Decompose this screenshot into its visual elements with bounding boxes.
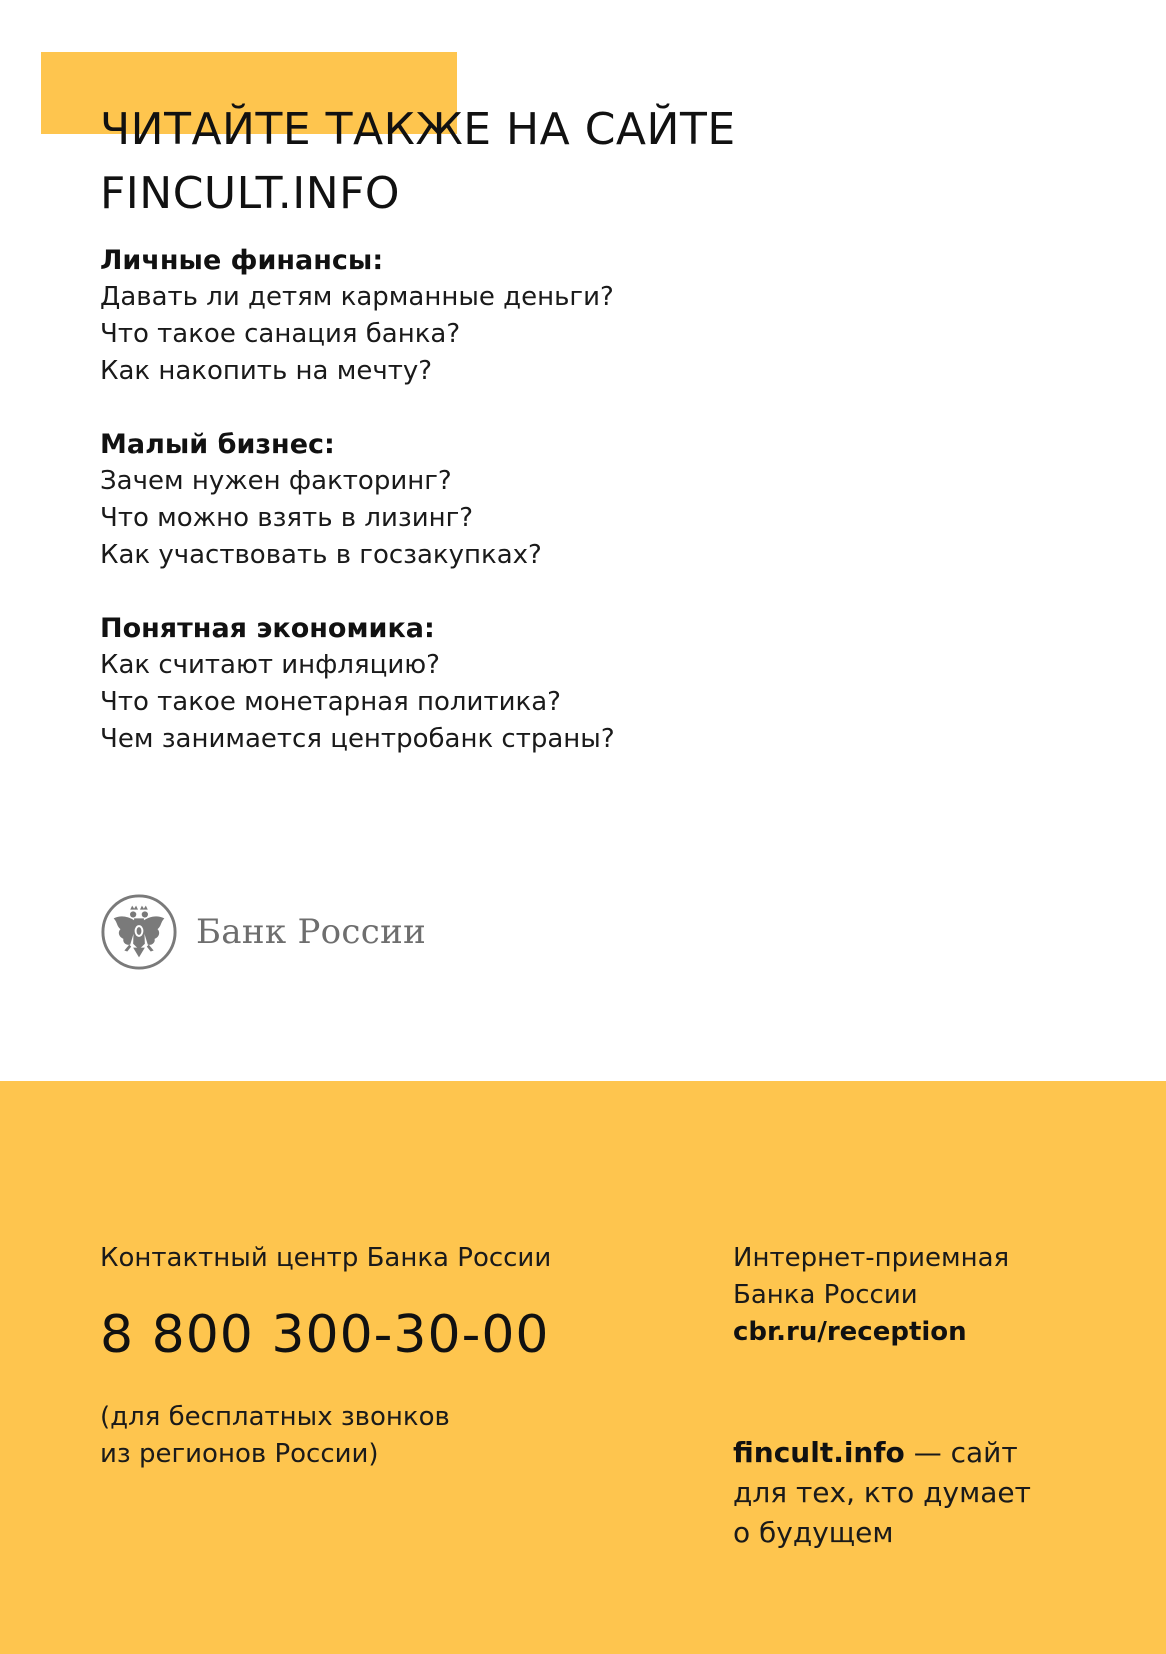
internet-reception [733,1240,1009,1351]
section-title: Малый бизнес: [100,429,335,460]
tagline-rest-1: — сайт [904,1436,1018,1469]
list-item: Зачем нужен факторинг? [100,466,452,496]
section-small-business [100,427,1000,574]
logo-text: Банк России [196,912,427,952]
list-item: Как участвовать в госзакупках? [100,540,542,570]
fincult-link[interactable]: fincult.info [733,1436,905,1469]
tagline-line-1 [733,1433,1031,1473]
bank-of-russia-logo [100,893,426,971]
page-title [100,98,736,226]
reception-line-2: Банка России [733,1280,918,1310]
section-title: Понятная экономика: [100,613,435,644]
phone-note-line-2: из регионов России) [100,1439,379,1469]
reception-line-1: Интернет-приемная [733,1243,1010,1273]
tagline-line-3: о будущем [733,1516,894,1549]
site-tagline [733,1433,1031,1553]
footer-panel [0,1081,1166,1654]
phone-note [100,1399,450,1473]
list-item: Как накопить на мечту? [100,356,433,386]
reception-link[interactable]: cbr.ru/reception [733,1317,967,1347]
page-title-line-1: ЧИТАЙТЕ ТАКЖЕ НА САЙТЕ [100,104,736,155]
section-title: Личные финансы: [100,245,384,276]
list-item: Что такое монетарная политика? [100,687,561,717]
page-title-line-2: FINCULT.INFO [100,168,401,219]
topics-list [100,243,1000,795]
list-item: Как считают инфляцию? [100,650,440,680]
list-item: Что можно взять в лизинг? [100,503,474,533]
list-item: Чем занимается центробанк страны? [100,724,615,754]
phone-note-line-1: (для бесплатных звонков [100,1402,450,1432]
section-personal-finance [100,243,1000,390]
phone-number[interactable]: 8 800 300-30-00 [100,1305,550,1365]
list-item: Что такое санация банка? [100,319,461,349]
section-economics [100,611,1000,758]
tagline-line-2: для тех, кто думает [733,1476,1031,1509]
contact-center-label: Контактный центр Банка России [100,1243,552,1273]
list-item: Давать ли детям карманные деньги? [100,282,614,312]
double-headed-eagle-icon [100,893,178,971]
